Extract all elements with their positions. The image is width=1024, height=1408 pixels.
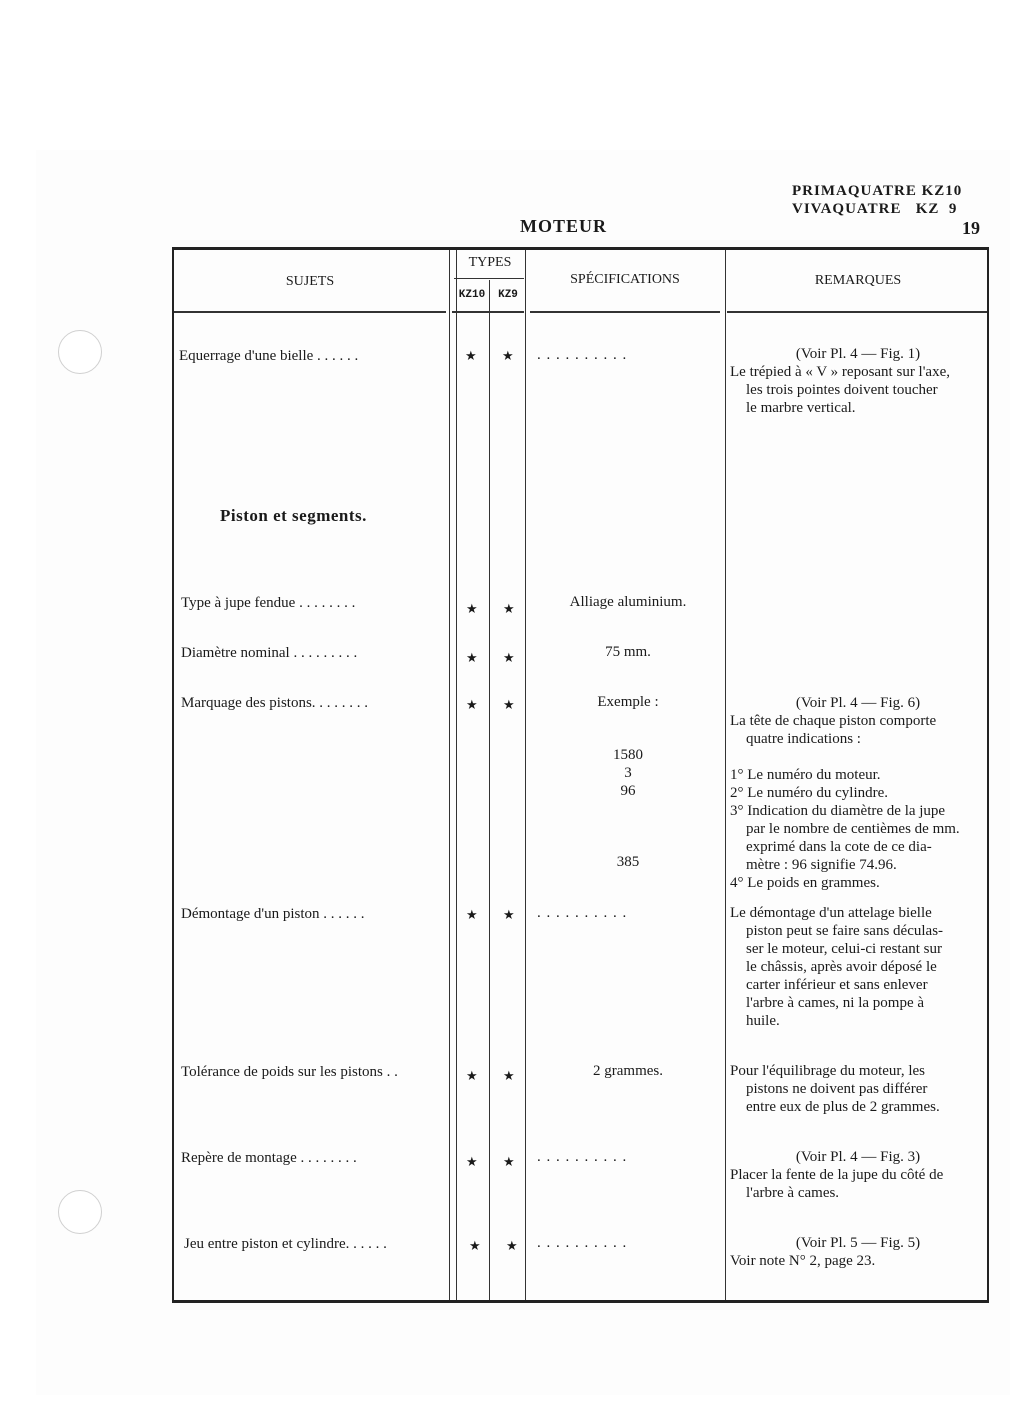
spec-leader-dots: . . . . . . . . . . — [537, 347, 628, 363]
remark-line: pistons ne doivent pas différer — [746, 1081, 928, 1097]
spec-value: 75 mm. — [605, 644, 651, 660]
star-kz10: ★ — [469, 1238, 481, 1253]
remark-reference: (Voir Pl. 4 — Fig. 6) — [795, 695, 921, 711]
spec-example-engine: 1580 — [613, 747, 643, 763]
page-number: 19 — [962, 218, 980, 238]
remark-marquage — [730, 694, 986, 892]
header-rule-specs — [530, 311, 720, 313]
remark-line: le châssis, après avoir déposé le — [746, 959, 937, 975]
star-kz9: ★ — [502, 348, 514, 363]
spec-leader-dots: . . . . . . . . . . — [537, 1235, 628, 1251]
col-divider-3 — [489, 280, 490, 1300]
star-kz9: ★ — [503, 650, 515, 665]
remark-line: Placer la fente de la jupe du côté de — [730, 1167, 944, 1183]
col-divider-4 — [525, 250, 526, 1300]
row-subject-equerrage: Equerrage d'une bielle . . . . . . — [179, 348, 359, 364]
remark-line: le marbre vertical. — [746, 400, 856, 416]
remark-line: ser le moteur, celui-ci restant sur — [746, 941, 942, 957]
star-kz9: ★ — [503, 907, 515, 922]
col-divider-2 — [456, 250, 457, 1300]
remark-tolerance — [730, 1062, 986, 1116]
spec-leader-dots: . . . . . . . . . . — [537, 905, 628, 921]
star-kz9: ★ — [503, 601, 515, 616]
star-kz10: ★ — [466, 697, 478, 712]
types-subrule — [454, 278, 524, 279]
star-kz10: ★ — [466, 601, 478, 616]
remark-line: entre eux de plus de 2 grammes. — [746, 1099, 940, 1115]
star-kz9: ★ — [503, 1154, 515, 1169]
remark-line: l'arbre à cames, ni la pompe à — [746, 995, 925, 1011]
remark-line: Pour l'équilibrage du moteur, les — [730, 1063, 925, 1079]
row-subject-demontage: Démontage d'un piston . . . . . . — [181, 906, 365, 922]
star-kz10: ★ — [466, 650, 478, 665]
remark-line: par le nombre de centièmes de mm. — [746, 821, 960, 837]
spec-example-cylinder: 3 — [624, 765, 632, 781]
row-subject-tolerance: Tolérance de poids sur les pistons . . — [181, 1064, 398, 1080]
remark-line: piston peut se faire sans déculas- — [746, 923, 944, 939]
row-subject-diametre: Diamètre nominal . . . . . . . . . — [181, 645, 358, 661]
remark-line: carter inférieur et sans enlever — [746, 977, 928, 993]
binder-hole-top — [58, 330, 102, 374]
col-header-remarques: REMARQUES — [814, 273, 902, 288]
row-subject-marquage: Marquage des pistons. . . . . . . . — [181, 695, 369, 711]
section-title: Piston et segments. — [220, 506, 367, 525]
col-header-kz10: KZ10 — [458, 289, 486, 301]
header-model-2: VIVAQUATRE KZ 9 — [792, 201, 958, 217]
remark-reference: (Voir Pl. 5 — Fig. 5) — [795, 1235, 921, 1251]
remark-line: exprimé dans la cote de ce dia- — [746, 839, 932, 855]
star-kz9: ★ — [503, 1068, 515, 1083]
star-kz10: ★ — [466, 1068, 478, 1083]
binder-hole-bottom — [58, 1190, 102, 1234]
remark-equerrage — [730, 345, 986, 417]
header-rule-remarques — [727, 311, 987, 313]
remark-line: 3° Indication du diamètre de la jupe — [730, 803, 946, 819]
spec-example-weight: 385 — [616, 854, 640, 870]
star-kz10: ★ — [466, 1154, 478, 1169]
remark-line: Voir note N° 2, page 23. — [730, 1253, 876, 1269]
row-subject-jeu: Jeu entre piston et cylindre. . . . . . — [184, 1236, 387, 1252]
spec-value: 2 grammes. — [593, 1063, 663, 1079]
spec-leader-dots: . . . . . . . . . . — [537, 1149, 628, 1165]
remark-line: l'arbre à cames. — [746, 1185, 840, 1201]
header-rule-types — [452, 311, 524, 313]
col-header-kz9: KZ9 — [498, 289, 518, 301]
page-title: MOTEUR — [520, 216, 607, 236]
row-subject-repere: Repère de montage . . . . . . . . — [181, 1150, 357, 1166]
star-kz10: ★ — [465, 348, 477, 363]
col-divider-1 — [449, 250, 450, 1300]
spec-example-diameter: 96 — [620, 783, 636, 799]
star-kz9: ★ — [503, 697, 515, 712]
col-header-types: TYPES — [468, 255, 512, 270]
remark-line: les trois pointes doivent toucher — [746, 382, 938, 398]
remark-spacer — [730, 748, 986, 766]
remark-reference: (Voir Pl. 4 — Fig. 3) — [795, 1149, 921, 1165]
header-model-1: PRIMAQUATRE KZ10 — [792, 183, 963, 199]
remark-jeu — [730, 1234, 986, 1270]
remark-line: 4° Le poids en grammes. — [730, 875, 880, 891]
remark-reference: (Voir Pl. 4 — Fig. 1) — [795, 346, 921, 362]
col-header-sujets: SUJETS — [285, 274, 335, 289]
spec-value: Exemple : — [597, 694, 659, 710]
remark-line: mètre : 96 signifie 74.96. — [746, 857, 897, 873]
header-rule-sujets — [174, 311, 446, 313]
remark-line: Le démontage d'un attelage bielle — [730, 905, 932, 921]
row-subject-type-jupe: Type à jupe fendue . . . . . . . . — [181, 595, 356, 611]
spec-value: Alliage aluminium. — [569, 594, 687, 610]
star-kz10: ★ — [466, 907, 478, 922]
remark-line: huile. — [746, 1013, 780, 1029]
remark-line: Le trépied à « V » reposant sur l'axe, — [730, 364, 950, 380]
remark-line: 2° Le numéro du cylindre. — [730, 785, 889, 801]
remark-line: La tête de chaque piston comporte — [730, 713, 937, 729]
star-kz9: ★ — [506, 1238, 518, 1253]
remark-demontage — [730, 904, 986, 1030]
col-divider-5 — [725, 250, 726, 1300]
remark-line: 1° Le numéro du moteur. — [730, 767, 881, 783]
remark-line: quatre indications : — [746, 731, 861, 747]
col-header-specs: SPÉCIFICATIONS — [570, 272, 680, 287]
remark-repere — [730, 1148, 986, 1202]
